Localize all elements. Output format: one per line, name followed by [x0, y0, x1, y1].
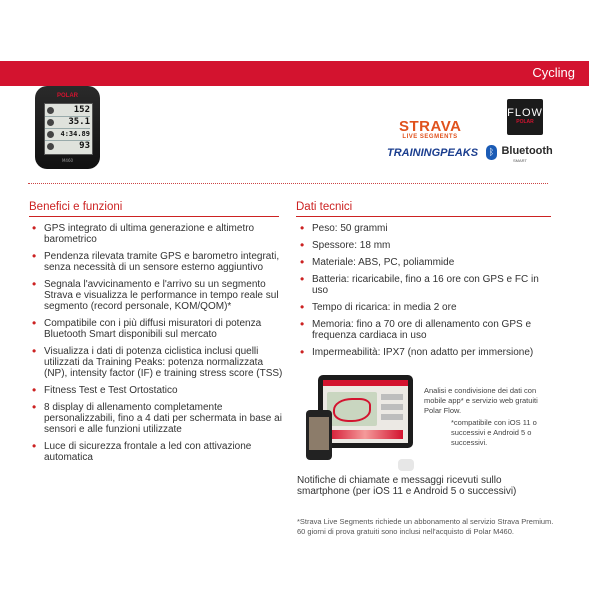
spec-item: • Impermeabilità: IPX7 (non adatto per immersione) — [297, 347, 552, 358]
bike-computer-image — [35, 86, 100, 169]
compatibility-note: *compatibile con iOS 11 o successivi e Android 5 o successivi. — [451, 418, 537, 447]
benefits-list — [29, 223, 287, 469]
benefit-item: • GPS integrato di ultima generazione e altimetro barometrico — [29, 223, 287, 245]
flow-app-note: Analisi e condivisione dei dati con mobile app* e servizio web gratuiti Polar Flow. — [424, 386, 538, 415]
benefits-heading: Benefici e funzioni — [29, 201, 123, 213]
spec-item: • Materiale: ABS, PC, poliammide — [297, 257, 552, 268]
device-brand-logo: POLAR — [57, 93, 78, 99]
benefit-item: • Luce di sicurezza frontale a led con attivazione automatica — [29, 441, 287, 463]
specs-rule — [296, 216, 551, 217]
polar-flow-logo: FLOW POLAR — [507, 99, 543, 135]
route-line — [333, 398, 371, 422]
trainingpeaks-logo: TRAININGPEAKS — [387, 147, 479, 159]
spec-item: • Batteria: ricaricabile, fino a 16 ore con GPS e FC in uso — [297, 274, 552, 296]
cadence-icon — [47, 143, 54, 150]
benefits-rule — [29, 216, 279, 217]
spec-item: • Tempo di ricarica: in media 2 ore — [297, 302, 552, 313]
benefit-item: • Pendenza rilevata tramite GPS e barometro integrati, senza necessità di un sensore esterno aggiuntivo — [29, 251, 287, 273]
device-screen — [44, 103, 93, 155]
bluetooth-icon: ᛒ — [486, 145, 497, 160]
screen-value: 35.1 — [45, 117, 90, 129]
screen-value: 152 — [45, 105, 90, 117]
strava-live-segments-logo: STRAVA LIVE SEGMENTS — [399, 118, 462, 140]
category-banner — [0, 61, 589, 85]
specs-heading: Dati tecnici — [296, 201, 353, 213]
benefit-item: • Segnala l'avvicinamento e l'arrivo su un segmento Strava e visualizza le performance in tempo reale sul segmento (record personale, KOM/QOM)* — [29, 279, 287, 312]
speed-icon — [47, 119, 54, 126]
benefit-item: • Compatibile con i più diffusi misuratori di potenza Bluetooth Smart disponibili sul mercato — [29, 318, 287, 340]
spec-item: • Peso: 50 grammi — [297, 223, 552, 234]
spec-item: • Spessore: 18 mm — [297, 240, 552, 251]
specs-list — [297, 223, 552, 364]
sensor-image — [398, 459, 414, 471]
bluetooth-smart-logo: ᛒ $^{Bluetooth}$ SMART — [486, 145, 553, 163]
benefit-item: • 8 display di allenamento completamente personalizzabili, fino a 4 dati per schermata in base ai sensori e alle funzioni utilizzate — [29, 402, 287, 435]
strava-footnote: *Strava Live Segments richiede un abbonamento al servizio Strava Premium. 60 giorni di prova gratuiti sono inclusi nell'acquisto di Polar M460. — [297, 517, 554, 536]
clock-icon — [47, 131, 54, 138]
spec-item: • Memoria: fino a 70 ore di allenamento con GPS e frequenza cardiaca in uso — [297, 319, 552, 341]
heart-icon — [47, 107, 54, 114]
smartphone-image — [306, 410, 332, 460]
tablet-app-image — [318, 375, 413, 448]
screen-value: 4:34.89 — [45, 129, 90, 141]
benefit-item: • Fitness Test e Test Ortostatico — [29, 385, 287, 396]
section-divider — [28, 183, 548, 184]
benefit-item: • Visualizza i dati di potenza ciclistica inclusi quelli utilizzati da Training Peaks: potenza normalizzata (NP), intensity factor (IF) e training stress score (TSS) — [29, 346, 287, 379]
category-title: Cycling — [532, 65, 575, 80]
device-model-label: M460 — [61, 158, 74, 163]
screen-value: 93 — [45, 141, 90, 152]
notifications-note: Notifiche di chiamate e messaggi ricevuti sullo smartphone (per iOS 11 e Android 5 o successivi) — [297, 475, 517, 497]
training-graph — [327, 430, 403, 439]
